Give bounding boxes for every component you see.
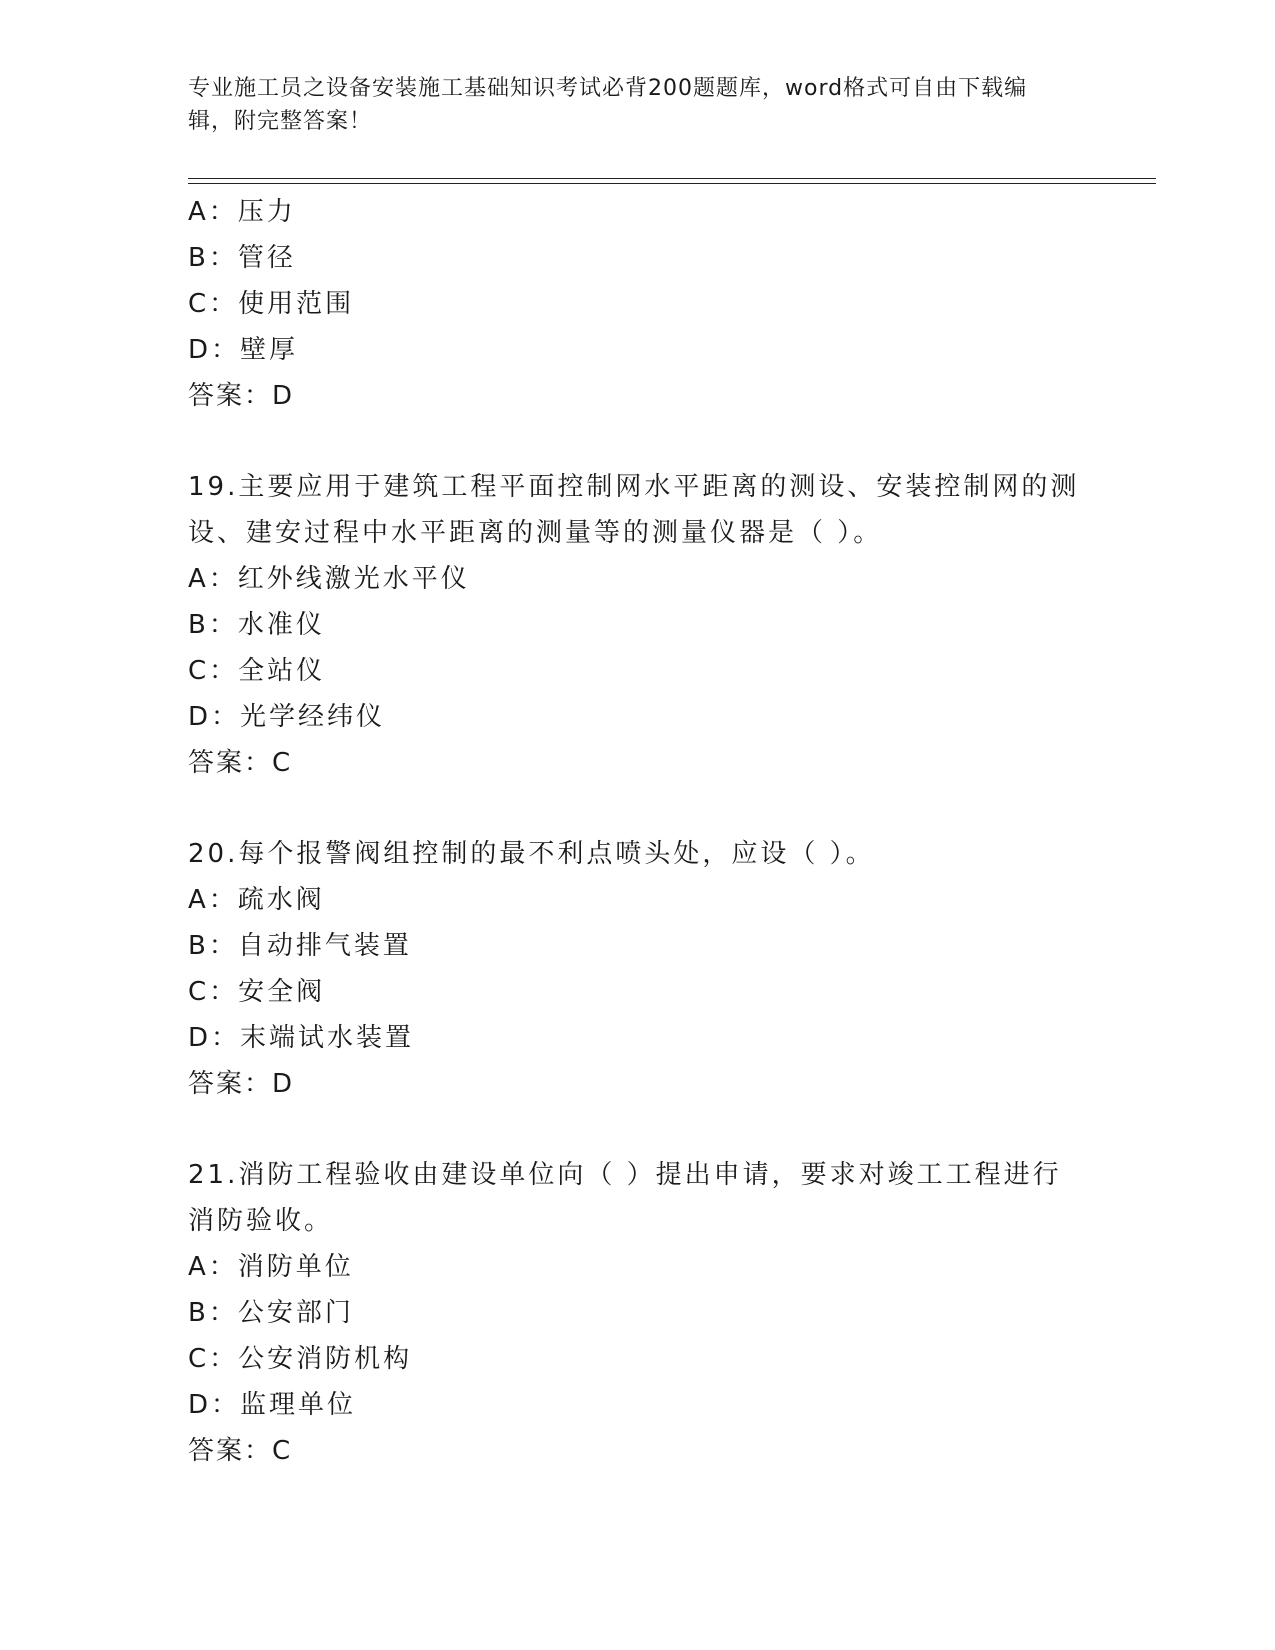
option-label: D： <box>188 702 241 732</box>
option-label: B： <box>188 1298 238 1328</box>
question-content <box>188 189 1088 1474</box>
option-b <box>188 923 1088 969</box>
option-text: 监理单位 <box>240 1390 357 1420</box>
question-block-18 <box>188 189 1088 419</box>
option-label: B： <box>188 610 238 640</box>
option-text: 末端试水装置 <box>240 1023 415 1053</box>
option-c <box>188 648 1088 694</box>
option-b <box>188 602 1088 648</box>
option-text: 全站仪 <box>238 656 326 686</box>
option-text: 自动排气装置 <box>237 931 412 961</box>
answer-line: 答案：C <box>188 748 293 778</box>
spacer <box>188 419 1088 464</box>
option-label: A： <box>188 564 238 594</box>
option-text: 壁厚 <box>240 335 299 365</box>
option-c <box>188 969 1088 1015</box>
header-rule-bottom <box>188 183 1156 184</box>
option-label: D： <box>188 1023 241 1053</box>
option-label: C： <box>188 977 239 1007</box>
option-text: 公安消防机构 <box>238 1344 413 1374</box>
option-d <box>188 327 1088 373</box>
option-d <box>188 1382 1088 1428</box>
option-text: 管径 <box>237 243 296 273</box>
option-label: A： <box>188 197 238 227</box>
option-label: C： <box>188 1344 239 1374</box>
option-label: A： <box>188 1252 238 1282</box>
spacer <box>188 1107 1088 1152</box>
option-text: 压力 <box>237 197 296 227</box>
option-text: 公安部门 <box>237 1298 354 1328</box>
option-a <box>188 189 1088 235</box>
option-label: B： <box>188 243 238 273</box>
option-c <box>188 281 1088 327</box>
option-label: C： <box>188 656 239 686</box>
option-text: 疏水阀 <box>237 885 325 915</box>
option-b <box>188 1290 1088 1336</box>
option-label: D： <box>188 335 241 365</box>
document-title: 专业施工员之设备安装施工基础知识考试必背200题题库，word格式可自由下载编辑，附完整答案！ <box>188 76 1028 134</box>
option-d <box>188 1015 1088 1061</box>
spacer <box>188 786 1088 831</box>
question-stem-line: 设、建安过程中水平距离的测量等的测量仪器是（ ）。 <box>188 518 883 548</box>
question-block-19 <box>188 464 1088 786</box>
option-label: D： <box>188 1390 241 1420</box>
answer-line: 答案：D <box>188 381 295 411</box>
question-stem-line: 21.消防工程验收由建设单位向（ ）提出申请，要求对竣工工程进行 <box>188 1160 1062 1190</box>
question-stem-line: 消防验收。 <box>188 1206 334 1236</box>
option-a <box>188 556 1088 602</box>
question-stem-line: 19.主要应用于建筑工程平面控制网水平距离的测设、安装控制网的测 <box>188 472 1080 502</box>
option-text: 消防单位 <box>237 1252 354 1282</box>
option-a <box>188 1244 1088 1290</box>
option-b <box>188 235 1088 281</box>
option-d <box>188 694 1088 740</box>
option-text: 红外线激光水平仪 <box>237 564 470 594</box>
option-c <box>188 1336 1088 1382</box>
option-label: A： <box>188 885 238 915</box>
question-stem-line: 20.每个报警阀组控制的最不利点喷头处，应设（ ）。 <box>188 839 875 869</box>
option-a <box>188 877 1088 923</box>
option-text: 使用范围 <box>238 289 355 319</box>
option-text: 水准仪 <box>237 610 325 640</box>
option-text: 安全阀 <box>238 977 326 1007</box>
answer-line: 答案：C <box>188 1436 293 1466</box>
answer-line: 答案：D <box>188 1069 295 1099</box>
option-label: B： <box>188 931 238 961</box>
question-block-21 <box>188 1152 1088 1474</box>
header-rule-top <box>188 178 1156 179</box>
question-block-20 <box>188 831 1088 1107</box>
option-label: C： <box>188 289 239 319</box>
option-text: 光学经纬仪 <box>240 702 386 732</box>
